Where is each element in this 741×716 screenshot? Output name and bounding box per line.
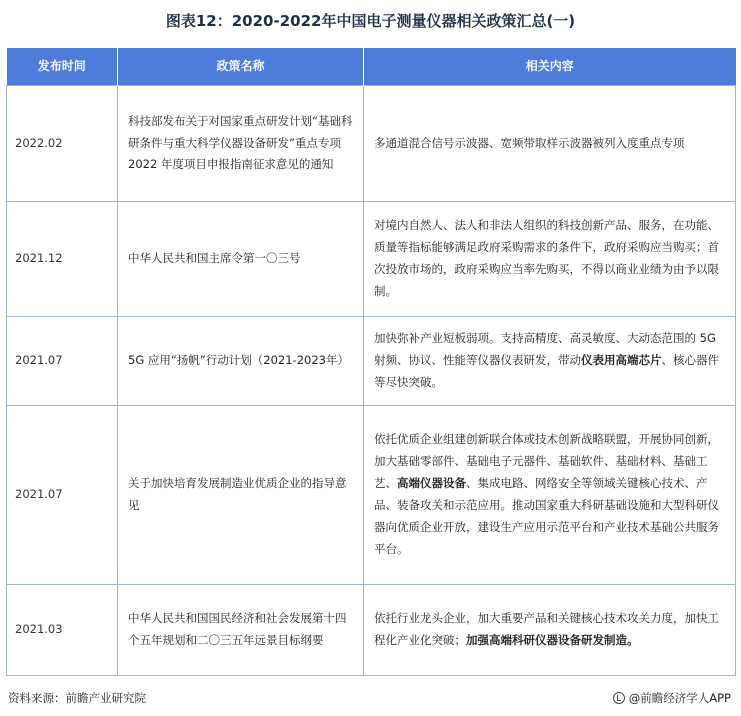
- content-text: 、核心器件等尽快突破。: [374, 353, 719, 389]
- row-content: [364, 86, 736, 202]
- table-header-row: [7, 48, 736, 86]
- row-content: [364, 585, 736, 676]
- row-date: 2022.02: [7, 86, 118, 202]
- credit-note: [613, 690, 731, 706]
- qianzhan-logo-icon: [613, 692, 625, 704]
- table-row: [7, 202, 736, 317]
- row-policy-name: 关于加快培育发展制造业优质企业的指导意见: [118, 406, 364, 585]
- table-row: [7, 317, 736, 406]
- content-text: 加快弥补产业短板弱项。支持高精度、高灵敏度、大动态范围的 5G 射频、协议、性能等仪器仪表研发，带动: [374, 331, 716, 368]
- credit-text: @前瞻经济学人APP: [628, 691, 731, 705]
- row-content: [364, 202, 736, 317]
- content-highlight: 加强高端科研仪器设备研发制造。: [466, 633, 639, 647]
- content-text: 依托行业龙头企业，加大重要产品和关键核心技术攻关力度，加快工程化产业化突破；: [374, 611, 719, 647]
- header-date: 发布时间: [7, 48, 118, 86]
- row-policy-name: 中华人民共和国国民经济和社会发展第十四个五年规划和二〇三五年远景目标纲要: [118, 585, 364, 676]
- content-text: 依托优质企业组建创新联合体或技术创新战略联盟，开展协同创新，加大基础零部件、基础电子元器件、基础软件、基础材料、基础工艺、: [374, 432, 719, 491]
- row-date: 2021.12: [7, 202, 118, 317]
- row-date: 2021.07: [7, 406, 118, 585]
- chart-title: 图表12：2020-2022年中国电子测量仪器相关政策汇总(一): [165, 12, 576, 30]
- content-text: 、集成电路、网络安全等领域关键核心技术、产品、装备攻关和示范应用。推动国家重大科研基础设施和大型科研仪器向优质企业开放，建设生产应用示范平台和产业技术基础公共服务平台。: [374, 476, 719, 556]
- table-row: [7, 86, 736, 202]
- content-text: 多通道混合信号示波器、宽频带取样示波器被列入度重点专项: [374, 135, 685, 150]
- row-date: 2021.07: [7, 317, 118, 406]
- row-content: [364, 406, 736, 585]
- content-highlight: 高端仪器设备: [397, 476, 466, 491]
- header-content: 相关内容: [364, 48, 736, 86]
- row-policy-name: 中华人民共和国主席令第一〇三号: [118, 202, 364, 317]
- content-text: 对境内自然人、法人和非法人组织的科技创新产品、服务，在功能、质量等指标能够满足政府采购需求的条件下，政府采购应当购买；首次投放市场的，政府采购应当率先购买，不得以商业业绩为由予以限制。: [374, 218, 719, 298]
- table-row: [7, 406, 736, 585]
- table-row: [7, 585, 736, 676]
- policy-table: [6, 48, 736, 676]
- header-policy-name: 政策名称: [118, 48, 364, 86]
- row-content: [364, 317, 736, 406]
- row-policy-name: 科技部发布关于对国家重点研发计划“基础科研条件与重大科学仪器设备研发”重点专项 2022 年度项目申报指南征求意见的通知: [118, 86, 364, 202]
- source-note: 资料来源：前瞻产业研究院: [8, 691, 146, 705]
- row-date: 2021.03: [7, 585, 118, 676]
- row-policy-name: 5G 应用“扬帆”行动计划（2021-2023年）: [118, 317, 364, 406]
- content-highlight: 仪表用高端芯片: [581, 353, 662, 368]
